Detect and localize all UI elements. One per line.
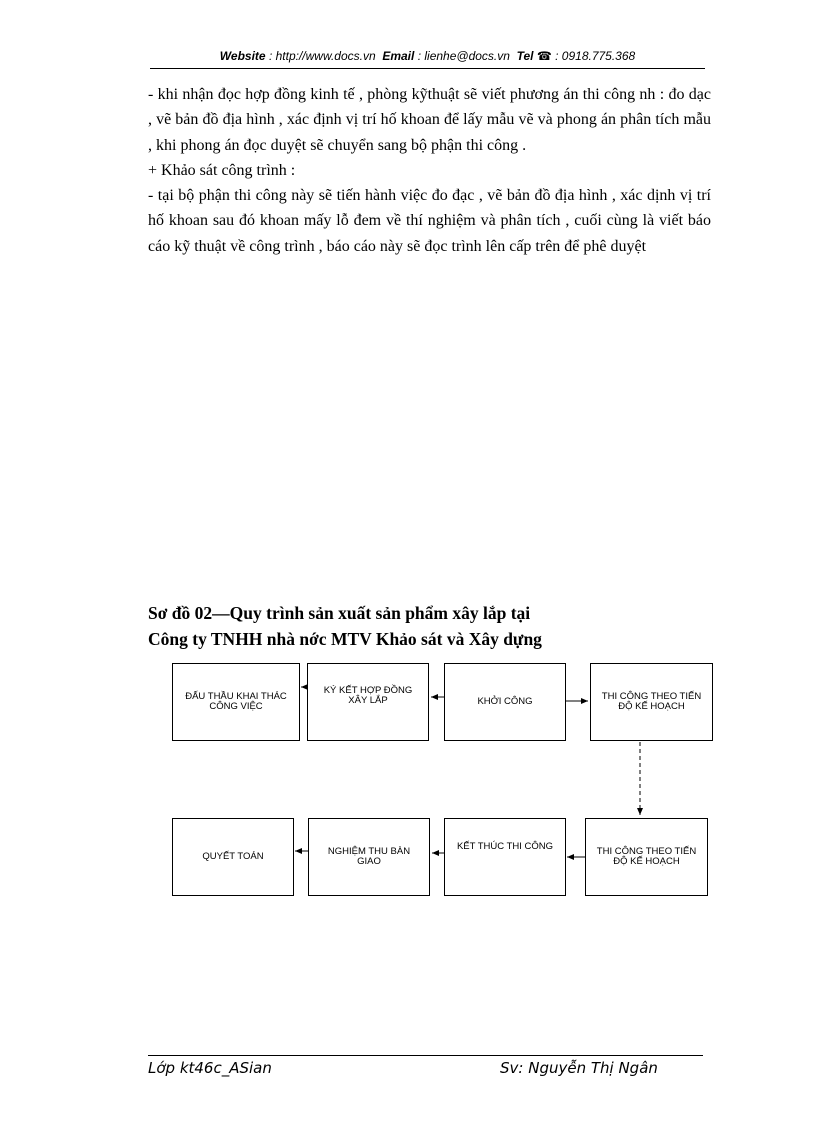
- footer-student: Sv: Nguyễn Thị Ngân: [500, 1059, 658, 1077]
- website-label: Website: [219, 49, 266, 63]
- diagram-title-line2: Công ty TNHH nhà nớc MTV Khảo sát và Xây dựng: [148, 629, 542, 649]
- box-khoi-cong: KHỞI CÔNG: [444, 663, 566, 741]
- website-value: : http://www.docs.vn: [268, 49, 376, 63]
- footer-class: Lớp kt46c_ASian: [148, 1059, 272, 1077]
- email-label: Email: [382, 49, 415, 63]
- box-thi-cong-bottom: THI CÔNG THEO TIẾN ĐỘ KẾ HOẠCH: [585, 818, 708, 896]
- tel-label: Tel ☎: [516, 49, 552, 63]
- paragraph: - khi nhận đọc hợp đồng kinh tế , phòng kỹthuật sẽ viết phương án thi công nh : đo dạc , vẽ bản đồ địa hình , xác định vị trí hố khoan để lấy mẫu vẽ và phong án phân tích mẫu , khi phong án đọc duyệt sẽ chuyển sang bộ phận thi công .: [148, 86, 711, 154]
- tel-value: : 0918.775.368: [555, 49, 636, 63]
- paragraph: + Khảo sát công trình :: [148, 161, 296, 179]
- box-ky-ket-hop-dong: KÝ KẾT HỢP ĐỒNG XÂY LẮP: [307, 663, 429, 741]
- box-thi-cong-top: THI CÔNG THEO TIẾN ĐỘ KẾ HOẠCH: [590, 663, 713, 741]
- box-quyet-toan: QUYẾT TOÁN: [172, 818, 294, 896]
- diagram-title-line1: Sơ đồ 02—Quy trình sản xuất sản phẩm xây lắp tại: [148, 603, 531, 623]
- email-value: : lienhe@docs.vn: [417, 49, 510, 63]
- box-ket-thuc: KẾT THÚC THI CÔNG: [444, 818, 566, 896]
- box-dau-thau: ĐẤU THẦU KHAI THÁC CÔNG VIỆC: [172, 663, 300, 741]
- paragraph: - tại bộ phận thi công này sẽ tiến hành việc đo đạc , vẽ bản đồ địa hình , xác dịnh vị trí hố khoan sau đó khoan mấy lỗ đem về thí nghiệm và phân tích , cuối cùng là viết báo cáo kỹ thuật về công trình , báo cáo này sẽ đọc trình lên cấp trên để phê duyệt: [148, 187, 711, 255]
- footer-divider: [148, 1055, 703, 1056]
- box-nghiem-thu: NGHIỆM THU BÀN GIAO: [308, 818, 430, 896]
